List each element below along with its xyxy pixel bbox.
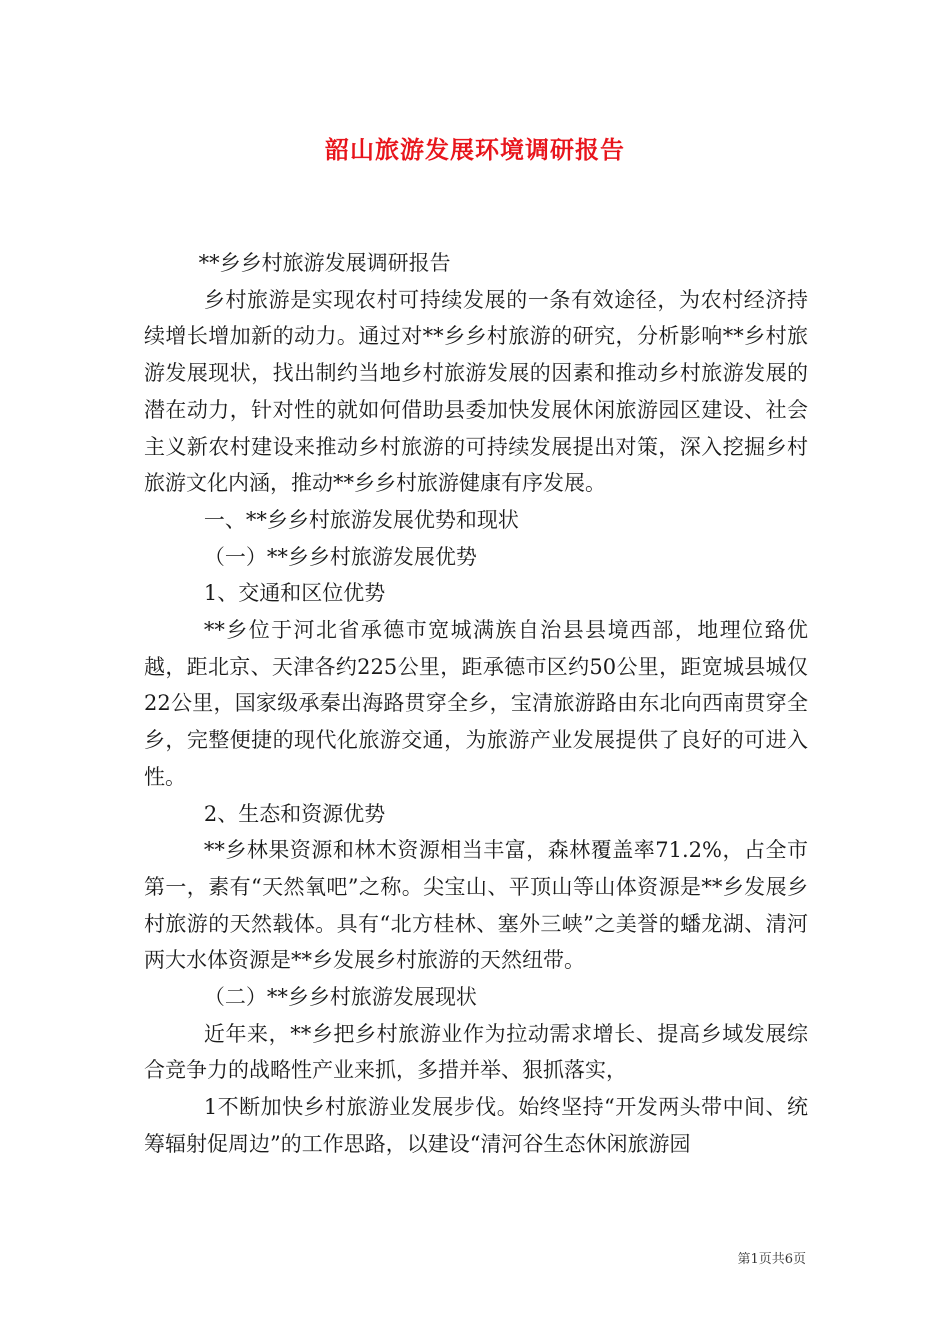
paragraph-recent: 近年来，**乡把乡村旅游业作为拉动需求增长、提高乡域发展综合竞争力的战略性产业来抓，多措并举、狠抓落实， [144,1021,808,1083]
document-title: 韶山旅游发展环境调研报告 [325,135,625,164]
heading-section-1: 一、**乡乡村旅游发展优势和现状 [203,507,519,532]
paragraph-subtitle: **乡乡村旅游发展调研报告 [198,251,451,275]
heading-item-1: 1、交通和区位优势 [203,581,386,606]
heading-item-2: 2、生态和资源优势 [203,801,386,826]
heading-subsection-2: （二）**乡乡村旅游发展现状 [203,985,477,1010]
page-number: 第1页共6页 [737,1252,806,1267]
paragraph-step-1: 1不断加快乡村旅游业发展步伐。始终坚持“开发两头带中间、统筹辐射促周边”的工作思路，以建设“清河谷生态休闲旅游园 [144,1095,808,1156]
paragraph-intro: 乡村旅游是实现农村可持续发展的一条有效途径，为农村经济持续增长增加新的动力。通过对**乡乡村旅游的研究，分析影响**乡村旅游发展现状，找出制约当地乡村旅游发展的因素和推动乡村旅游发展的潜在动力，针对性的就如何借助县委加快发展休闲旅游园区建设、社会主义新农村建设来推动乡村旅游的可持续发展提出对策，深入挖掘乡村旅游文化内涵，推动**乡乡村旅游健康有序发展。 [144,287,808,496]
paragraph-resources: **乡林果资源和林木资源相当丰富，森林覆盖率71.2%，占全市第一，素有“天然氧吧”之称。尖宝山、平顶山等山体资源是**乡发展乡村旅游的天然载体。具有“北方桂林、塞外三峡”之美誉的蟠龙湖、清河两大水体资源是**乡发展乡村旅游的天然纽带。 [144,838,808,973]
paragraph-location: **乡位于河北省承德市宽城满族自治县县境西部，地理位臵优越，距北京、天津各约225公里，距承德市区约50公里，距宽城县城仅22公里，国家级承秦出海路贯穿全乡，宝清旅游路由东北向西南贯穿全乡，完整便捷的现代化旅游交通，为旅游产业发展提供了良好的可进入性。 [144,618,808,789]
heading-subsection-1: （一）**乡乡村旅游发展优势 [203,544,477,569]
document-body [144,245,808,1163]
